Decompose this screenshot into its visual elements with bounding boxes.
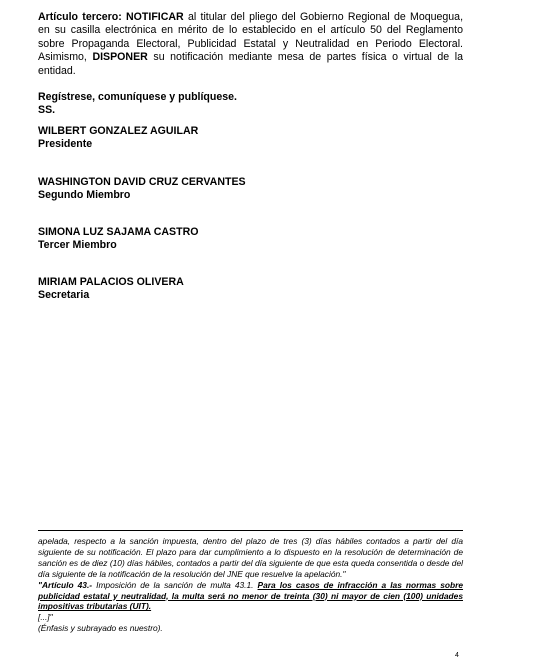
footnote-paragraph-1: apelada, respecto a la sanción impuesta, dentro del plazo de tres (3) días hábiles contados a partir del día siguiente de su notificación. El plazo para dar cumplimiento a lo dispuesto en la resolución de determinación de sanción es de diez (10) días hábiles, contados a partir del día siguiente de que esta queda consentida o desde del día siguiente de la notificación de la resolución del JNE que resuelve la apelación." bbox=[38, 536, 463, 579]
article-43-label: "Artículo 43.- bbox=[38, 579, 93, 590]
closing-formula: Regístrese, comuníquese y publíquese. bbox=[38, 91, 237, 104]
footnote bbox=[38, 536, 463, 634]
signatory-name: MIRIAM PALACIOS OLIVERA bbox=[38, 276, 184, 288]
ss-abbreviation: SS. bbox=[38, 104, 56, 117]
footnote-ellipsis: [...]" bbox=[38, 612, 53, 623]
article-third-paragraph bbox=[38, 11, 463, 78]
footnote-divider bbox=[38, 530, 463, 531]
article-text-2: su notificación mediante mesa de partes física o virtual de la entidad. bbox=[38, 51, 463, 77]
signatory-role: Presidente bbox=[38, 137, 93, 150]
disponer-keyword: DISPONER bbox=[92, 51, 148, 64]
signatory-role: Secretaria bbox=[38, 288, 90, 301]
article-43-text: Imposición de la sanción de multa 43.1. bbox=[96, 579, 254, 590]
footnote-article-43 bbox=[38, 580, 463, 613]
footnote-emphasis-note: (Énfasis y subrayado es nuestro). bbox=[38, 623, 163, 634]
signatory-role: Tercer Miembro bbox=[38, 238, 117, 251]
signatory-4 bbox=[38, 276, 184, 302]
signatory-name: SIMONA LUZ SAJAMA CASTRO bbox=[38, 226, 199, 238]
signatory-name: WASHINGTON DAVID CRUZ CERVANTES bbox=[38, 176, 246, 188]
page-number: 4 bbox=[455, 652, 459, 659]
signatory-name: WILBERT GONZALEZ AGUILAR bbox=[38, 125, 199, 137]
signatory-2 bbox=[38, 176, 246, 202]
notificar-keyword: NOTIFICAR bbox=[126, 11, 184, 23]
article-text-1: al titular del pliego del Gobierno Regional de Moquegua, en su casilla electrónica en mérito de lo establecido en el artículo 50 del Reglamento sobre Propaganda Electoral, Publicidad Estatal y Neutralidad en Periodo Electoral. Asimismo, bbox=[38, 11, 464, 64]
signatory-role: Segundo Miembro bbox=[38, 188, 131, 201]
resolution-body bbox=[38, 11, 463, 118]
signatory-1 bbox=[38, 125, 198, 151]
article-43-underlined: Para los casos de infracción a las normas sobre publicidad estatal y neutralidad, la multa será no menor de treinta (30) ni mayor de cien (100) unidades impositivas tributarias (UIT). bbox=[38, 579, 464, 612]
article-label: Artículo tercero: bbox=[38, 11, 122, 23]
signatory-3 bbox=[38, 226, 198, 252]
